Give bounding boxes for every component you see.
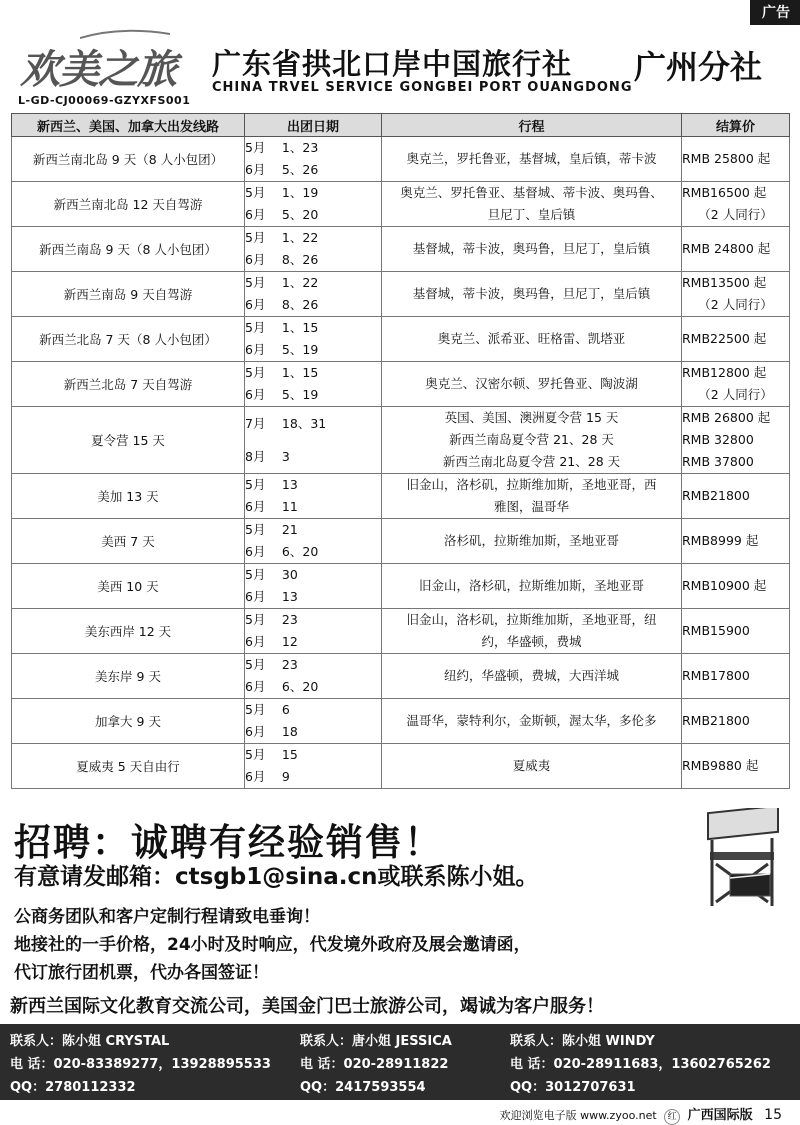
table-row bbox=[12, 137, 790, 182]
departure-dates bbox=[245, 137, 382, 182]
departure-dates bbox=[245, 474, 382, 519]
itinerary-line: 新西兰南岛夏令营 21、28 天 bbox=[449, 432, 614, 447]
footer-website-text[interactable]: 欢迎浏览电子版 www.zyoo.net bbox=[499, 1109, 657, 1122]
contact-qq: QQ：3012707631 bbox=[510, 1080, 636, 1095]
date-line: 5月 21 bbox=[245, 522, 298, 537]
route-name: 新西兰南岛 9 天（8 人小包团） bbox=[12, 227, 245, 272]
itinerary bbox=[382, 519, 682, 564]
itinerary bbox=[382, 362, 682, 407]
route-name: 新西兰北岛 7 天（8 人小包团） bbox=[12, 317, 245, 362]
itinerary-line: 温哥华，蒙特利尔，金斯顿，渥太华，多伦多 bbox=[406, 713, 657, 728]
itinerary bbox=[382, 474, 682, 519]
itinerary-line: 夏威夷 bbox=[512, 758, 551, 773]
departure-dates bbox=[245, 407, 382, 474]
route-name: 夏令营 15 天 bbox=[12, 407, 245, 474]
services-line: 地接社的一手价格，24小时及时响应，代发境外政府及展会邀请函， bbox=[14, 935, 531, 955]
date-line: 5月 1、23 bbox=[245, 140, 319, 155]
departure-dates bbox=[245, 654, 382, 699]
table-header-row bbox=[12, 114, 790, 137]
route-name: 美西 10 天 bbox=[12, 564, 245, 609]
route-name: 美西 7 天 bbox=[12, 519, 245, 564]
recruit-headline: 招聘：诚聘有经验销售！ bbox=[14, 821, 443, 864]
price-line: RMB22500 起 bbox=[682, 331, 767, 346]
table-row bbox=[12, 654, 790, 699]
date-line: 6月 9 bbox=[245, 769, 290, 784]
routes-table bbox=[11, 113, 790, 789]
date-line: 5月 23 bbox=[245, 612, 298, 627]
price-line: RMB16500 起 bbox=[682, 185, 767, 200]
price-line: RMB21800 bbox=[682, 488, 750, 503]
price-line: RMB8999 起 bbox=[682, 533, 759, 548]
settlement-price bbox=[682, 564, 790, 609]
date-line: 6月 5、19 bbox=[245, 387, 319, 402]
date-line: 5月 13 bbox=[245, 477, 298, 492]
footer bbox=[500, 1104, 782, 1125]
header-price: 结算价 bbox=[682, 114, 790, 137]
date-line: 6月 8、26 bbox=[245, 252, 319, 267]
date-line: 5月 6 bbox=[245, 702, 290, 717]
price-line: RMB10900 起 bbox=[682, 578, 767, 593]
settlement-price bbox=[682, 474, 790, 519]
price-line: RMB 26800 起 bbox=[682, 410, 771, 425]
route-name: 新西兰南岛 9 天自驾游 bbox=[12, 272, 245, 317]
itinerary-line: 纽约，华盛顿，费城，大西洋城 bbox=[443, 668, 619, 683]
itinerary-line: 奥克兰、派希亚、旺格雷、凯塔亚 bbox=[437, 331, 626, 346]
date-line: 7月 18、31 bbox=[245, 416, 327, 431]
agency-title-en: CHINA TRVEL SERVICE GONGBEI PORT OUANGDONG bbox=[212, 80, 633, 95]
itinerary-line: 洛杉矶，拉斯维加斯，圣地亚哥 bbox=[443, 533, 619, 548]
price-line: RMB12800 起 bbox=[682, 365, 767, 380]
itinerary bbox=[382, 744, 682, 789]
date-line: 6月 5、19 bbox=[245, 342, 319, 357]
departure-dates bbox=[245, 699, 382, 744]
settlement-price bbox=[682, 654, 790, 699]
settlement-price bbox=[682, 407, 790, 474]
itinerary-line: 旧金山，洛杉矶，拉斯维加斯，圣地亚哥，纽 bbox=[406, 612, 657, 627]
agency-title: 广东省拱北口岸中国旅行社 bbox=[212, 47, 573, 81]
price-line: RMB17800 bbox=[682, 668, 750, 683]
contact-qq: QQ：2417593554 bbox=[300, 1080, 426, 1095]
contact-name: 联系人：陈小姐 CRYSTAL bbox=[10, 1034, 170, 1049]
price-line: RMB21800 bbox=[682, 713, 750, 728]
route-name: 美加 13 天 bbox=[12, 474, 245, 519]
date-line: 6月 6、20 bbox=[245, 544, 319, 559]
itinerary bbox=[382, 407, 682, 474]
itinerary bbox=[382, 609, 682, 654]
itinerary-line: 旧金山，洛杉矶，拉斯维加斯，圣地亚哥 bbox=[418, 578, 644, 593]
table-row bbox=[12, 564, 790, 609]
table-row bbox=[12, 182, 790, 227]
table-row bbox=[12, 227, 790, 272]
license-number: L-GD-CJ00069-GZYXFS001 bbox=[18, 94, 191, 107]
itinerary-line: 奥克兰、罗托鲁亚、基督城、蒂卡波、奥玛鲁、 bbox=[400, 185, 663, 200]
table-row bbox=[12, 519, 790, 564]
settlement-price bbox=[682, 609, 790, 654]
table-row bbox=[12, 474, 790, 519]
itinerary-line: 奥克兰、汉密尔顿、罗托鲁亚、陶波湖 bbox=[425, 376, 638, 391]
settlement-price bbox=[682, 227, 790, 272]
date-line: 5月 1、22 bbox=[245, 230, 319, 245]
table-row bbox=[12, 317, 790, 362]
settlement-price bbox=[682, 317, 790, 362]
itinerary bbox=[382, 182, 682, 227]
date-line: 5月 15 bbox=[245, 747, 298, 762]
departure-dates bbox=[245, 317, 382, 362]
itinerary bbox=[382, 272, 682, 317]
contact-card bbox=[300, 1030, 452, 1099]
price-line: RMB 25800 起 bbox=[682, 151, 771, 166]
itinerary-line: 英国、美国、澳洲夏令营 15 天 bbox=[444, 410, 619, 425]
date-line: 6月 5、26 bbox=[245, 162, 319, 177]
recruit-email-line: 有意请发邮箱：ctsgb1@sina.cn或联系陈小姐。 bbox=[14, 864, 539, 890]
contact-phone: 电 话：020-28911683，13602765262 bbox=[510, 1057, 771, 1072]
settlement-price bbox=[682, 182, 790, 227]
logo bbox=[20, 32, 205, 93]
branch-title: 广州分社 bbox=[634, 48, 763, 86]
route-name: 新西兰北岛 7 天自驾游 bbox=[12, 362, 245, 407]
settlement-price bbox=[682, 699, 790, 744]
logo-text: 欢美之旅 bbox=[20, 46, 176, 93]
date-line: 5月 1、22 bbox=[245, 275, 319, 290]
director-chair-icon bbox=[700, 808, 792, 908]
price-line: （2 人同行） bbox=[698, 297, 773, 312]
settlement-price bbox=[682, 272, 790, 317]
departure-dates bbox=[245, 227, 382, 272]
services-block bbox=[14, 903, 531, 987]
date-line: 5月 1、19 bbox=[245, 185, 319, 200]
contact-phone: 电 话：020-83389277，13928895533 bbox=[10, 1057, 271, 1072]
contact-card bbox=[10, 1030, 271, 1099]
table-row bbox=[12, 272, 790, 317]
price-line: RMB 32800 bbox=[682, 432, 754, 447]
settlement-price bbox=[682, 137, 790, 182]
page-number: 15 bbox=[764, 1107, 782, 1123]
departure-dates bbox=[245, 362, 382, 407]
price-line: RMB 24800 起 bbox=[682, 241, 771, 256]
contact-phone: 电 话：020-28911822 bbox=[300, 1057, 449, 1072]
itinerary-line: 旧金山，洛杉矶，拉斯维加斯，圣地亚哥，西 bbox=[406, 477, 657, 492]
header-itinerary: 行程 bbox=[382, 114, 682, 137]
edition-badge-icon: 红 bbox=[664, 1109, 680, 1125]
date-line: 5月 23 bbox=[245, 657, 298, 672]
date-line: 6月 5、20 bbox=[245, 207, 319, 222]
itinerary-line: 奥克兰，罗托鲁亚，基督城，皇后镇，蒂卡波 bbox=[406, 151, 657, 166]
ad-tag: 广告 bbox=[750, 0, 800, 25]
route-name: 新西兰南北岛 9 天（8 人小包团） bbox=[12, 137, 245, 182]
header bbox=[12, 24, 792, 114]
departure-dates bbox=[245, 609, 382, 654]
edition-name: 广西国际版 bbox=[687, 1108, 753, 1123]
route-name: 美东西岸 12 天 bbox=[12, 609, 245, 654]
itinerary bbox=[382, 564, 682, 609]
contact-qq: QQ：2780112332 bbox=[10, 1080, 136, 1095]
price-line: RMB15900 bbox=[682, 623, 750, 638]
date-line: 6月 8、26 bbox=[245, 297, 319, 312]
settlement-price bbox=[682, 362, 790, 407]
itinerary-line: 旦尼丁、皇后镇 bbox=[487, 207, 576, 222]
date-line: 6月 12 bbox=[245, 634, 298, 649]
itinerary bbox=[382, 699, 682, 744]
route-name: 新西兰南北岛 12 天自驾游 bbox=[12, 182, 245, 227]
price-line: （2 人同行） bbox=[698, 387, 773, 402]
route-name: 夏威夷 5 天自由行 bbox=[12, 744, 245, 789]
departure-dates bbox=[245, 272, 382, 317]
table-row bbox=[12, 407, 790, 474]
companies-line: 新西兰国际文化教育交流公司，美国金门巴士旅游公司，竭诚为客户服务！ bbox=[10, 996, 604, 1017]
date-line: 8月 3 bbox=[245, 449, 290, 464]
settlement-price bbox=[682, 744, 790, 789]
contact-name: 联系人：陈小姐 WINDY bbox=[510, 1034, 655, 1049]
date-line: 6月 13 bbox=[245, 589, 298, 604]
date-line: 6月 11 bbox=[245, 499, 298, 514]
date-line: 6月 6、20 bbox=[245, 679, 319, 694]
departure-dates bbox=[245, 182, 382, 227]
itinerary-line: 基督城，蒂卡波，奥玛鲁，旦尼丁，皇后镇 bbox=[412, 241, 651, 256]
header-dates: 出团日期 bbox=[245, 114, 382, 137]
itinerary-line: 基督城，蒂卡波，奥玛鲁，旦尼丁，皇后镇 bbox=[412, 286, 651, 301]
services-line: 代订旅行团机票，代办各国签证！ bbox=[14, 963, 269, 983]
price-line: RMB 37800 bbox=[682, 454, 754, 469]
departure-dates bbox=[245, 564, 382, 609]
itinerary-line: 雅图，温哥华 bbox=[493, 499, 569, 514]
header-route: 新西兰、美国、加拿大出发线路 bbox=[12, 114, 245, 137]
contact-name: 联系人：唐小姐 JESSICA bbox=[300, 1034, 452, 1049]
date-line: 5月 1、15 bbox=[245, 320, 319, 335]
route-name: 加拿大 9 天 bbox=[12, 699, 245, 744]
route-name: 美东岸 9 天 bbox=[12, 654, 245, 699]
price-line: RMB13500 起 bbox=[682, 275, 767, 290]
departure-dates bbox=[245, 519, 382, 564]
contact-card bbox=[510, 1030, 771, 1099]
table-row bbox=[12, 362, 790, 407]
table-row bbox=[12, 744, 790, 789]
contacts-bar bbox=[0, 1024, 800, 1100]
table-row bbox=[12, 609, 790, 654]
date-line: 6月 18 bbox=[245, 724, 298, 739]
itinerary bbox=[382, 227, 682, 272]
price-line: RMB9880 起 bbox=[682, 758, 759, 773]
table-row bbox=[12, 699, 790, 744]
services-line: 公商务团队和客户定制行程请致电垂询！ bbox=[14, 907, 320, 927]
departure-dates bbox=[245, 744, 382, 789]
itinerary-line: 新西兰南北岛夏令营 21、28 天 bbox=[442, 454, 621, 469]
price-line: （2 人同行） bbox=[698, 207, 773, 222]
itinerary bbox=[382, 654, 682, 699]
date-line: 5月 1、15 bbox=[245, 365, 319, 380]
settlement-price bbox=[682, 519, 790, 564]
itinerary-line: 约，华盛顿，费城 bbox=[481, 634, 582, 649]
date-line: 5月 30 bbox=[245, 567, 298, 582]
itinerary bbox=[382, 137, 682, 182]
itinerary bbox=[382, 317, 682, 362]
